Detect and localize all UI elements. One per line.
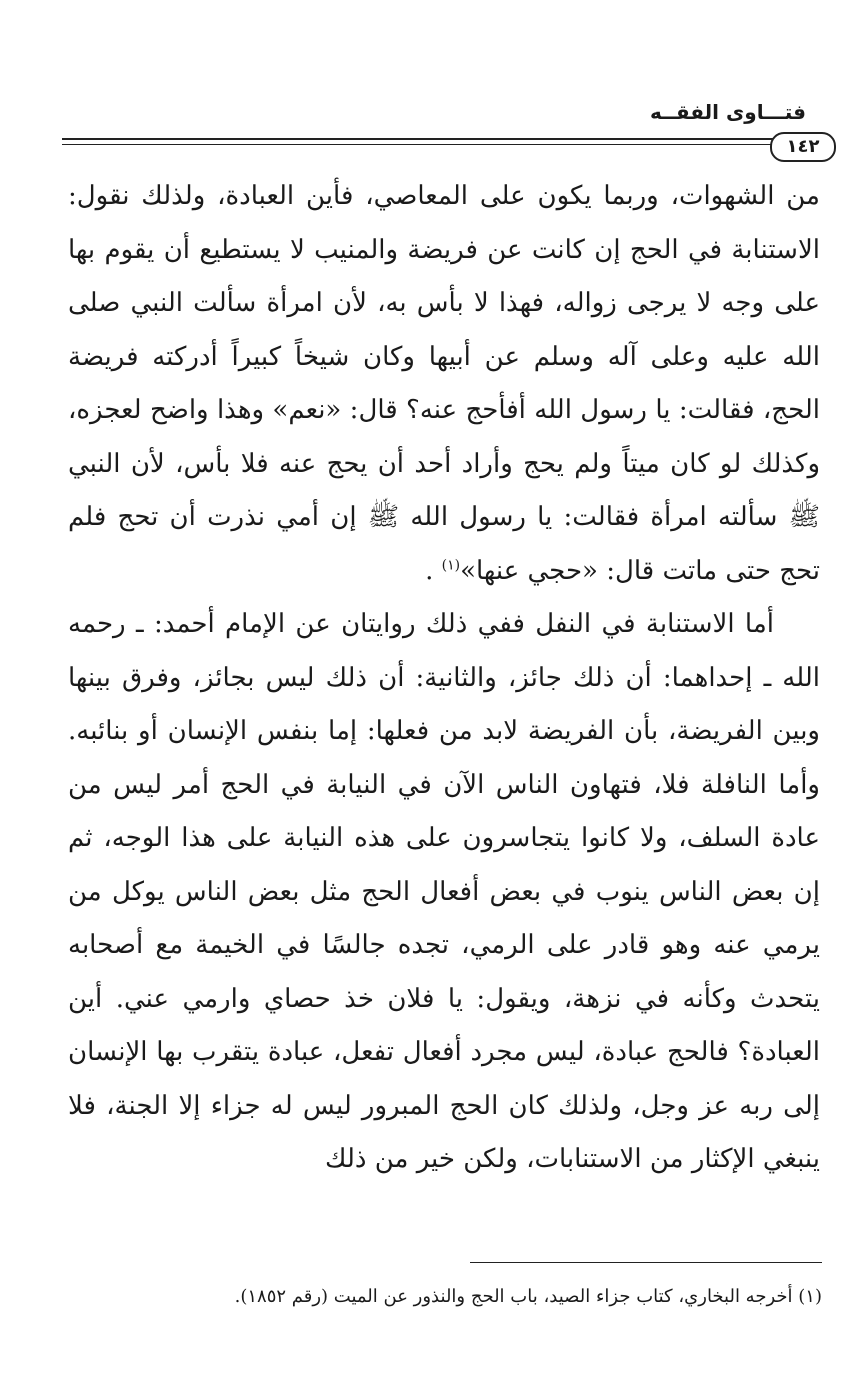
header-rule-thick bbox=[62, 138, 780, 140]
paragraph-2: أما الاستنابة في النفل ففي ذلك روايتان عن الإمام أحمد: ـ رحمه الله ـ إحداهما: أن ذلك جائز، والثانية: أن ذلك ليس بجائز، وفرق بينها وبين الفريضة، بأن الفريضة لابد من فعلها: إما بنفس الإنسان أو بنائبه. وأما النافلة فلا، فتهاون الناس الآن في النيابة في الحج أمر ليس من عادة السلف، ولا كانوا يتجاسرون على هذه النيابة على هذا الوجه، ثم إن بعض الناس ينوب في بعض أفعال الحج مثل بعض الناس يوكل من يرمي عنه وهو قادر على الرمي، تجده جالسًا في الخيمة مع أصحابه يتحدث وكأنه في نزهة، ويقول: يا فلان خذ حصاي وارمي عني. أين العبادة؟ فالحج عبادة، ليس مجرد أفعال تفعل، عبادة يتقرب بها الإنسان إلى ربه عز وجل، ولذلك كان الحج المبرور ليس له جزاء إلا الجنة، فلا ينبغي الإكثار من الاستنابات، ولكن خير من ذلك bbox=[68, 609, 820, 1174]
paragraph-1-end: . bbox=[425, 555, 442, 586]
running-title: فتـــاوى الفقــه bbox=[650, 100, 806, 124]
footnote-text: أخرجه البخاري، كتاب جزاء الصيد، باب الحج والنذور عن الميت (رقم ١٨٥٢). bbox=[234, 1286, 793, 1307]
footnote-1 bbox=[62, 1282, 822, 1312]
paragraph-1-text: من الشهوات، وربما يكون على المعاصي، فأين العبادة، ولذلك نقول: الاستنابة في الحج إن كانت عن فريضة والمنيب لا يستطيع أن يقوم بها على وجه لا يرجى زواله، فهذا لا بأس به، لأن امرأة سألت النبي صلى الله عليه وعلى آله وسلم عن أبيها وكان شيخاً كبيراً أدركته فريضة الحج، فقالت: يا رسول الله أفأحج عنه؟ قال: «نعم» وهذا واضح لعجزه، وكذلك لو كان ميتاً ولم يحج وأراد أحد أن يحج عنه فلا بأس، لأن النبي ﷺ سألته امرأة فقالت: يا رسول الله ﷺ إن أمي نذرت أن تحج فلم تحج حتى ماتت قال: «حجي عنها» bbox=[68, 181, 820, 586]
page-number: ١٤٢ bbox=[770, 132, 836, 162]
footnote-separator bbox=[470, 1262, 822, 1263]
footnote-number: (١) bbox=[798, 1286, 822, 1307]
main-text bbox=[68, 170, 820, 1187]
footnote-reference: (١) bbox=[441, 556, 461, 573]
header-rule-thin bbox=[62, 144, 780, 145]
header-rule bbox=[62, 128, 780, 164]
paragraph-1 bbox=[68, 170, 820, 598]
